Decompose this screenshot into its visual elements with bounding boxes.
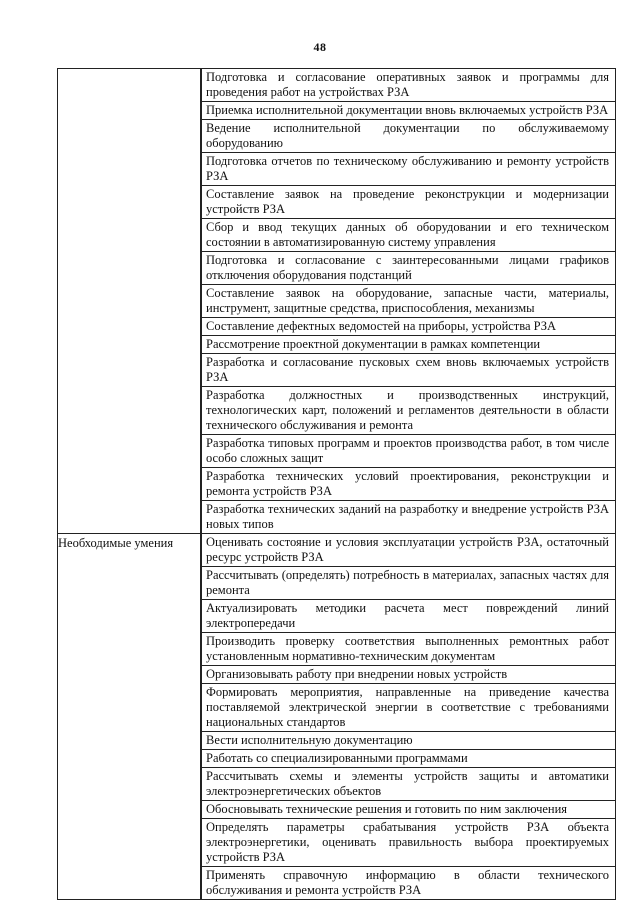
table-item: Определять параметры срабатывания устройств РЗА объекта электроэнергетики, оценивать правильность выбора проектируемых устройств РЗА bbox=[202, 819, 615, 867]
table-item: Приемка исполнительной документации вновь включаемых устройств РЗА bbox=[202, 102, 615, 120]
section-label bbox=[58, 69, 200, 71]
section-row bbox=[58, 69, 616, 534]
table-item: Составление заявок на проведение реконструкции и модернизации устройств РЗА bbox=[202, 186, 615, 219]
table-item: Разработка технических условий проектирования, реконструкции и ремонта устройств РЗА bbox=[202, 468, 615, 501]
table-item: Организовывать работу при внедрении новых устройств bbox=[202, 666, 615, 684]
table-item: Разработка технических заданий на разработку и внедрение устройств РЗА новых типов bbox=[206, 502, 609, 531]
table-item: Рассчитывать схемы и элементы устройств защиты и автоматики электроэнергетических объектов bbox=[202, 768, 615, 801]
table-item: Работать со специализированными программами bbox=[202, 750, 615, 768]
table-item: Ведение исполнительной документации по обслуживаемому оборудованию bbox=[202, 120, 615, 153]
table-item: Составление дефектных ведомостей на приборы, устройства РЗА bbox=[202, 318, 615, 336]
table-item: Формировать мероприятия, направленные на приведение качества поставляемой электрической энергии в соответствие с требованиями национальных стандартов bbox=[202, 684, 615, 732]
table-item: Рассмотрение проектной документации в рамках компетенции bbox=[202, 336, 615, 354]
table-item: Производить проверку соответствия выполненных ремонтных работ установленным нормативно-техническим документам bbox=[202, 633, 615, 666]
table-item: Сбор и ввод текущих данных об оборудовании и его техническом состоянии в автоматизированную систему управления bbox=[202, 219, 615, 252]
table-item: Разработка типовых программ и проектов производства работ, в том числе особо сложных защит bbox=[202, 435, 615, 468]
table-item: Рассчитывать (определять) потребность в материалах, запасных частях для ремонта bbox=[202, 567, 615, 600]
page-number: 48 bbox=[313, 40, 327, 54]
table-item: Оценивать состояние и условия эксплуатации устройств РЗА, остаточный ресурс устройств РЗА bbox=[202, 534, 615, 567]
section-label: Необходимые умения bbox=[58, 536, 174, 550]
section-label-cell bbox=[58, 534, 202, 900]
table-item: Подготовка и согласование оперативных заявок и программы для проведения работ на устройствах РЗА bbox=[202, 69, 615, 102]
table-item: Составление заявок на оборудование, запасные части, материалы, инструмент, защитные средства, приспособления, механизмы bbox=[202, 285, 615, 318]
table-item: Обосновывать технические решения и готовить по ним заключения bbox=[202, 801, 615, 819]
section-items-cell bbox=[201, 69, 616, 534]
table-item: Разработка и согласование пусковых схем вновь включаемых устройств РЗА bbox=[202, 354, 615, 387]
table-item: Подготовка и согласование с заинтересованными лицами графиков отключения оборудования подстанций bbox=[202, 252, 615, 285]
section-items-cell bbox=[201, 534, 616, 900]
competency-table bbox=[57, 68, 616, 900]
table-item: Актуализировать методики расчета мест повреждений линий электропередачи bbox=[202, 600, 615, 633]
table-item: Подготовка отчетов по техническому обслуживанию и ремонту устройств РЗА bbox=[202, 153, 615, 186]
table-item: Применять справочную информацию в области технического обслуживания и ремонта устройств РЗА bbox=[206, 868, 609, 897]
section-row bbox=[58, 534, 616, 900]
table-item: Вести исполнительную документацию bbox=[202, 732, 615, 750]
section-label-cell bbox=[58, 69, 202, 534]
table-item: Разработка должностных и производственных инструкций, технологических карт, положений и регламентов деятельности в области технического обслуживания и ремонта bbox=[202, 387, 615, 435]
